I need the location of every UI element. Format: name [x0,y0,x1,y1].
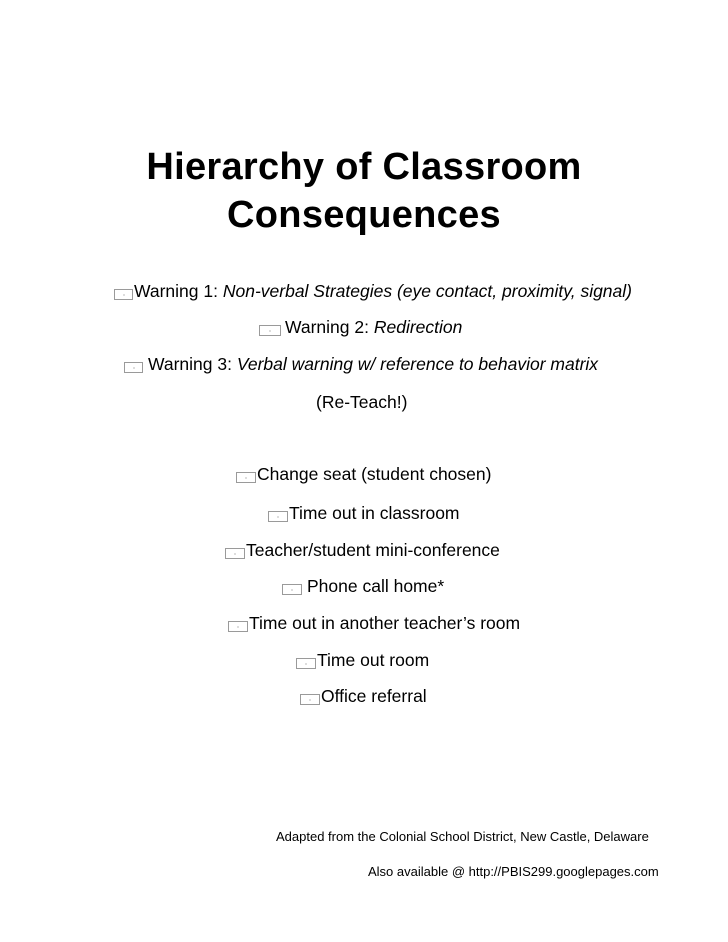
page-title: Hierarchy of Classroom [146,146,582,188]
checkbox-icon [124,362,143,373]
consequence-item [225,539,500,561]
consequence-label: Teacher/student mini-conference [246,540,500,560]
footer-attribution: Adapted from the Colonial School District, New Castle, Delaware [276,829,649,844]
consequence-item [300,685,427,707]
warning-2-label: Warning 2: [285,317,374,337]
consequence-label: Change seat (student chosen) [257,464,492,484]
checkbox-icon [228,621,248,632]
warning-2-detail: Redirection [373,317,463,337]
consequence-label: Time out room [317,650,430,670]
warning-1-detail: Non-verbal Strategies (eye contact, proximity, signal) [222,281,632,301]
consequence-item [282,575,444,597]
consequence-label: Office referral [321,686,427,706]
warning-2 [259,316,462,338]
consequence-item [296,649,429,671]
checkbox-icon [282,584,302,595]
checkbox-icon [236,472,256,483]
footer-link-note: Also available @ http://PBIS299.googlepages.com [368,864,659,879]
warning-3-detail: Verbal warning w/ reference to behavior matrix [236,354,599,374]
checkbox-icon [268,511,288,522]
consequence-label: Time out in classroom [289,503,460,523]
consequence-label: Phone call home* [307,576,445,596]
warning-1 [114,280,632,302]
consequence-item [228,612,520,634]
consequence-item [236,463,491,485]
checkbox-icon [114,289,133,300]
reteach-note: (Re-Teach!) [316,392,408,412]
consequence-label: Time out in another teacher’s room [249,613,521,633]
warning-1-label: Warning 1: [134,281,223,301]
consequence-item [268,502,460,524]
warning-3 [124,353,598,375]
page-title-line-2: Consequences [227,194,501,236]
checkbox-icon [296,658,316,669]
checkbox-icon [300,694,320,705]
checkbox-icon [259,325,281,336]
warning-3-label: Warning 3: [148,354,237,374]
checkbox-icon [225,548,245,559]
